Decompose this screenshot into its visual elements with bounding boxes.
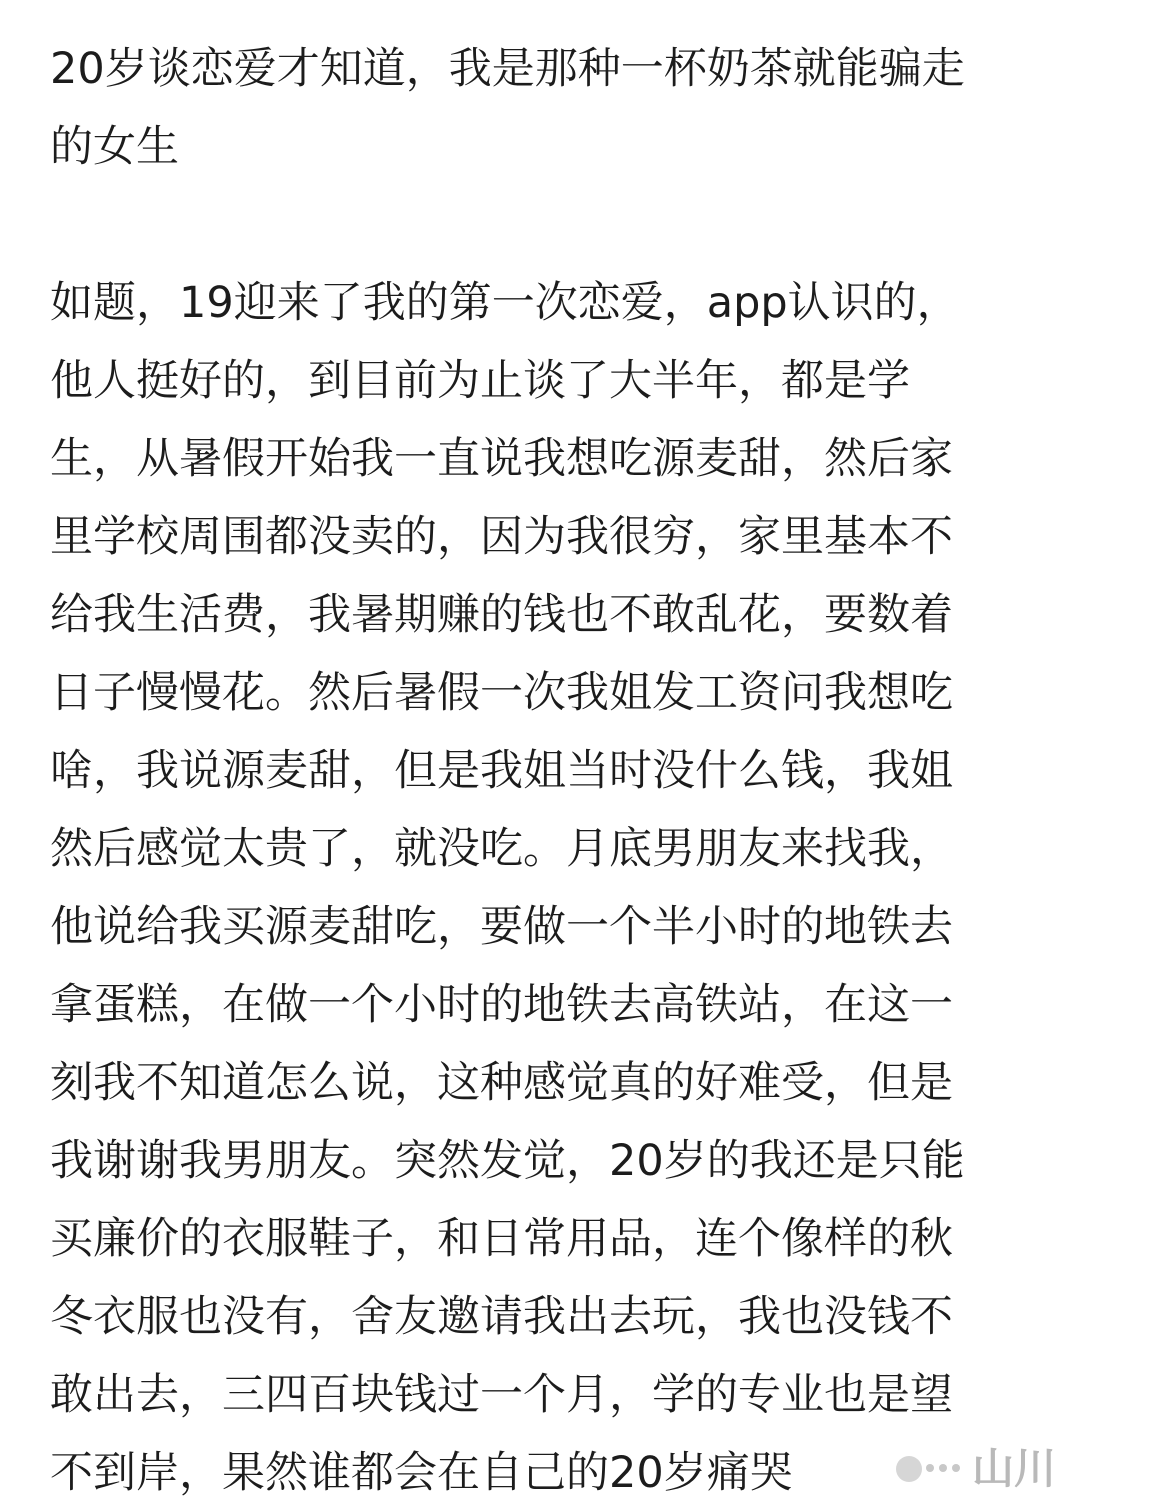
paragraph-gap [50, 186, 1120, 264]
body-line: 我谢谢我男朋友。突然发觉，20岁的我还是只能 [50, 1136, 965, 1186]
body-line: 给我生活费，我暑期赚的钱也不敢乱花，要数着 [50, 590, 953, 640]
post-title [50, 30, 1120, 186]
body-line: 他说给我买源麦甜吃，要做一个半小时的地铁去 [50, 902, 953, 952]
body-line: 如题，19迎来了我的第一次恋爱，app认识的， [50, 278, 960, 328]
body-line: 生，从暑假开始我一直说我想吃源麦甜，然后家 [50, 434, 953, 484]
title-line: 20岁谈恋爱才知道，我是那种一杯奶茶就能骗走 [50, 44, 965, 94]
post-body [50, 264, 1120, 1512]
body-line: 敢出去，三四百块钱过一个月，学的专业也是望 [50, 1370, 953, 1420]
body-line: 买廉价的衣服鞋子，和日常用品，连个像样的秋 [50, 1214, 953, 1264]
body-line: 他人挺好的，到目前为止谈了大半年，都是学 [50, 356, 910, 406]
body-line: 啥，我说源麦甜，但是我姐当时没什么钱，我姐 [50, 746, 953, 796]
body-line: 拿蛋糕，在做一个小时的地铁去高铁站，在这一 [50, 980, 953, 1030]
title-line: 的女生 [50, 122, 179, 172]
body-line: 刻我不知道怎么说，这种感觉真的好难受，但是 [50, 1058, 953, 1108]
body-line: 日子慢慢花。然后暑假一次我姐发工资问我想吃 [50, 668, 953, 718]
watermark-text: 山川 [972, 1444, 1057, 1493]
body-line: 然后感觉太贵了，就没吃。月底男朋友来找我， [50, 824, 953, 874]
body-line: 里学校周围都没卖的，因为我很穷，家里基本不 [50, 512, 953, 562]
body-line: 不到岸，果然谁都会在自己的20岁痛哭 [50, 1448, 793, 1498]
body-line: 冬衣服也没有，舍友邀请我出去玩，我也没钱不 [50, 1292, 953, 1342]
